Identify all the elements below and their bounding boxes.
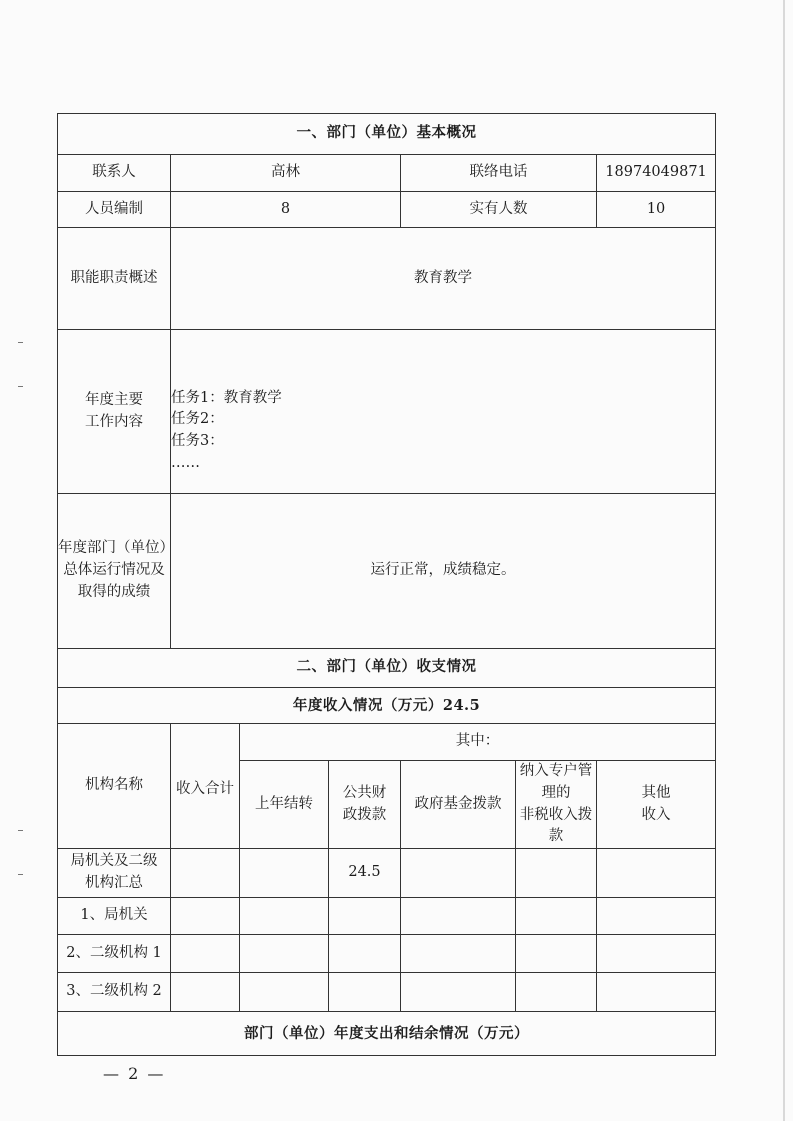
col-special-line: 纳入专户管理的: [519, 763, 593, 801]
page-number: — 2 —: [103, 1064, 166, 1083]
cell-other: [597, 898, 716, 935]
col-of-which: 其中：: [240, 724, 716, 761]
section-2-title: 二、部门（单位）收支情况: [58, 649, 716, 688]
table-row: [58, 935, 716, 973]
col-public-line: 公共财: [342, 784, 387, 801]
duties-label: 职能职责概述: [58, 228, 171, 330]
cell-special: [516, 973, 597, 1012]
cell-prev: [240, 973, 329, 1012]
task-item: ……: [171, 454, 200, 471]
cell-special: [516, 898, 597, 935]
col-income-total-label: 收入合计: [176, 781, 234, 798]
cell-gov: [401, 898, 516, 935]
task-list: [171, 349, 715, 475]
row-org-name: 3、二级机构 2: [58, 973, 171, 1012]
phone-label: 联络电话: [401, 155, 597, 192]
cell-gov: [401, 935, 516, 973]
task-item: 任务1：教育教学: [171, 389, 282, 406]
margin-mark: [18, 342, 23, 343]
overall-label-line: 年度部门（单位）: [58, 540, 174, 557]
cell-other: [597, 935, 716, 973]
col-public-line: 政拨款: [342, 806, 387, 823]
col-other-line: 其他: [641, 784, 671, 801]
col-special-account: [516, 761, 597, 849]
cell-gov: [401, 973, 516, 1012]
row-org-name-line: 机构汇总: [85, 875, 143, 891]
annual-work-label-line: 年度主要: [85, 391, 143, 408]
expense-title: 部门（单位）年度支出和结余情况（万元）: [58, 1012, 716, 1056]
staffing-value: 8: [171, 192, 401, 228]
cell-gov: [401, 849, 516, 898]
cell-prev: [240, 849, 329, 898]
annual-work-content: [171, 330, 716, 494]
cell-public: 24.5: [329, 849, 401, 898]
row-org-name: [58, 849, 171, 898]
duties-value: 教育教学: [171, 228, 716, 330]
cell-special: [516, 935, 597, 973]
cell-other: [597, 849, 716, 898]
row-org-name: 1、局机关: [58, 898, 171, 935]
staffing-label: 人员编制: [58, 192, 171, 228]
cell-total: [171, 849, 240, 898]
cell-public: [329, 935, 401, 973]
income-title: 年度收入情况（万元）24.5: [58, 688, 716, 724]
task-item: 任务2：: [171, 411, 224, 428]
table-row: [58, 973, 716, 1012]
cell-total: [171, 973, 240, 1012]
cell-total: [171, 935, 240, 973]
cell-public: [329, 898, 401, 935]
col-gov-fund: 政府基金拨款: [401, 761, 516, 849]
col-special-line: 非税收入拨款: [519, 806, 593, 845]
col-income-total: [171, 724, 240, 849]
overall-performance-label: [58, 494, 174, 649]
actual-headcount-value: 10: [597, 192, 716, 228]
table-row: [58, 849, 716, 898]
task-item: 任务3：: [171, 433, 224, 449]
col-public-finance: [329, 761, 401, 849]
cell-prev: [240, 898, 329, 935]
row-org-name-line: 局机关及二级: [70, 853, 158, 870]
cell-prev: [240, 935, 329, 973]
annual-work-label: [58, 330, 171, 494]
actual-headcount-label: 实有人数: [401, 192, 597, 228]
page-edge-shadow: [783, 0, 785, 1121]
margin-mark: [18, 874, 23, 875]
overall-performance-value: 运行正常，成绩稳定。: [171, 494, 716, 649]
col-other-line: 收入: [641, 806, 671, 823]
col-org-name: 机构名称: [58, 724, 171, 849]
cell-total: [171, 898, 240, 935]
annual-work-label-line: 工作内容: [85, 413, 143, 430]
col-other-income: [597, 761, 716, 849]
cell-special: [516, 849, 597, 898]
row-org-name: 2、二级机构 1: [58, 935, 171, 973]
phone-value: 18974049871: [597, 155, 716, 192]
budget-form-table: [57, 113, 716, 1056]
contact-value: 高林: [171, 155, 401, 192]
overall-label-line: 取得的成绩: [77, 583, 151, 600]
overall-label-line: 总体运行情况及: [63, 562, 165, 579]
margin-mark: [18, 386, 23, 387]
contact-label: 联系人: [58, 155, 171, 192]
section-1-title: 一、部门（单位）基本概况: [58, 114, 716, 155]
margin-mark: [18, 830, 23, 831]
col-prev-year-carryover: 上年结转: [240, 761, 329, 849]
table-row: [58, 898, 716, 935]
cell-other: [597, 973, 716, 1012]
cell-public: [329, 973, 401, 1012]
